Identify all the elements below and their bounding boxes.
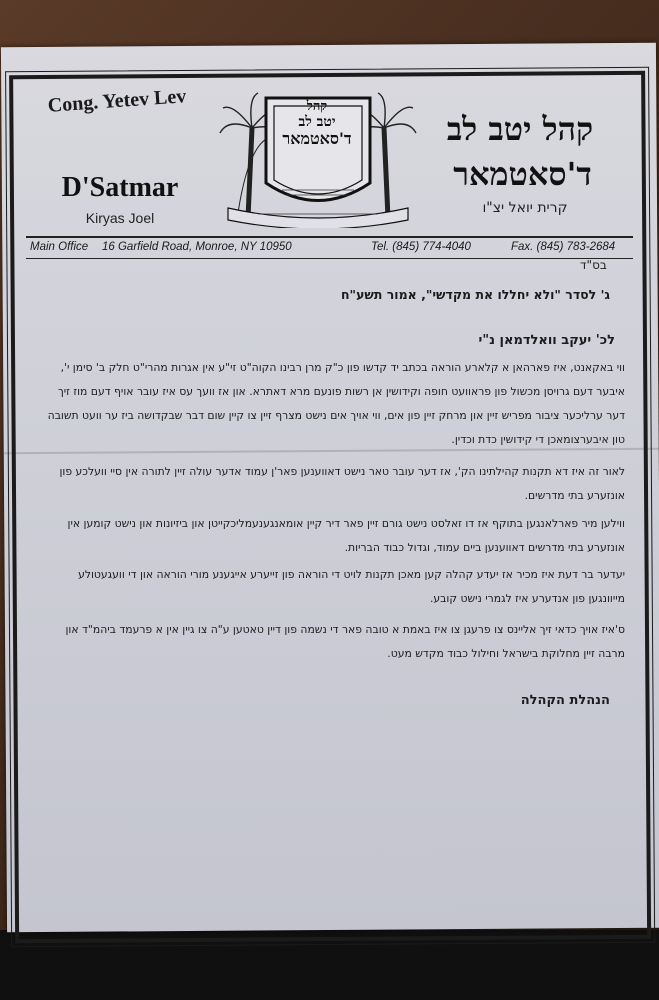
emblem-line-3: ד'סאטמאר: [282, 129, 352, 148]
hebrew-brand-name: ד'סאטמאר: [453, 155, 592, 193]
office-label: Main Office: [30, 241, 89, 253]
english-city: Kiryas Joel: [85, 210, 155, 226]
hebrew-city: קרית יואל יצ"ו: [482, 200, 568, 216]
letter-date-line: ג' לסדר "ולא יחללו את מקדשי", אמור תשע"ח: [340, 287, 610, 302]
letter-paragraph-3: ווילען מיר פארלאנגען בתוקף אז דו זאלסט נישט גורם זיין פאר דיר קיין אומאנגענעמליכקייטן און ביזיונות און נישט קומען אין אונזערע בתי מדרשים דאווענען ביים עמוד, וגדול כבוד הבריות.: [67, 517, 625, 554]
letter-paragraph-1: ווי באקאנט, איז פארהאן א קלארע הוראה בכתב יד קדשו פון כ"ק מרן רבינו הקוה"ט זי"ע אין אגרות מהרי"ט חלק ב' סימן י', איבער דעם גרויסן מכשול פון פראוועט חופה וקידושין אן רשות פונעם מרא דאתרא. און אז וועך עס איז עובר אויף דעם מוז זיך דער ערליכער ציבור מפריש זיין און מרחק זיין פון אים, ווי אויך אים נישט מצרף זיין צו קיין שום דבר שבקדושה ביז ער וועט תשובה טון איבערצומאכן די קידושין כדת וכדין.: [47, 361, 625, 446]
letter-paragraph-5: ס'איז אויך כדאי זיך אליינס צו פרעגן צו איז באמת א טובה פאר די נשמה פון דיין טאטען ע"ה צו גיין אין א פרעמד ביהמ"ד און מרבה זיין מחלוקת בישראל וחילול כבוד מקדש מעט.: [65, 623, 625, 660]
office-contact-bar: [26, 236, 633, 259]
office-address: 16 Garfield Road, Monroe, NY 10950: [102, 241, 292, 253]
office-fax: Fax. (845) 783-2684: [511, 241, 616, 253]
letter-paragraph-2: לאור זה איז דא תקנות קהילתינו הק', אז דער עובר טאר נישט דאווענען פאר'ן עמוד אדער עולה זיין לתורה אין סיי וועלכע פון אונזערע בתי מדרשים.: [59, 465, 625, 502]
emblem-line-2: יטב לב: [298, 114, 336, 130]
emblem-line-1: קהל: [306, 99, 328, 114]
letter-paragraph-4: יעדער בר דעת איז מכיר אז יעדע קהלה קען מאכן תקנות לויט די הוראה פון זייערע אייגענע מורי הוראה און די וועגעטולע מייוונגען פון אנדערע איז לגמרי נישט קובע.: [78, 568, 625, 605]
bsd-marker: בס"ד: [580, 258, 607, 272]
emblem-base-banner: [228, 208, 408, 228]
office-phone: Tel. (845) 774-4040: [371, 241, 471, 253]
emblem-text: [262, 100, 372, 148]
hebrew-congregation-name: קהל יטב לב: [446, 110, 594, 148]
letter-signature: הנהלת הקהלה: [520, 693, 610, 708]
letter-greeting: לכ' יעקב וואלדמאן נ"י: [478, 333, 615, 348]
english-brand-name: D'Satmar: [61, 172, 179, 203]
english-congregation-name: Cong. Yetev Lev: [47, 85, 187, 117]
